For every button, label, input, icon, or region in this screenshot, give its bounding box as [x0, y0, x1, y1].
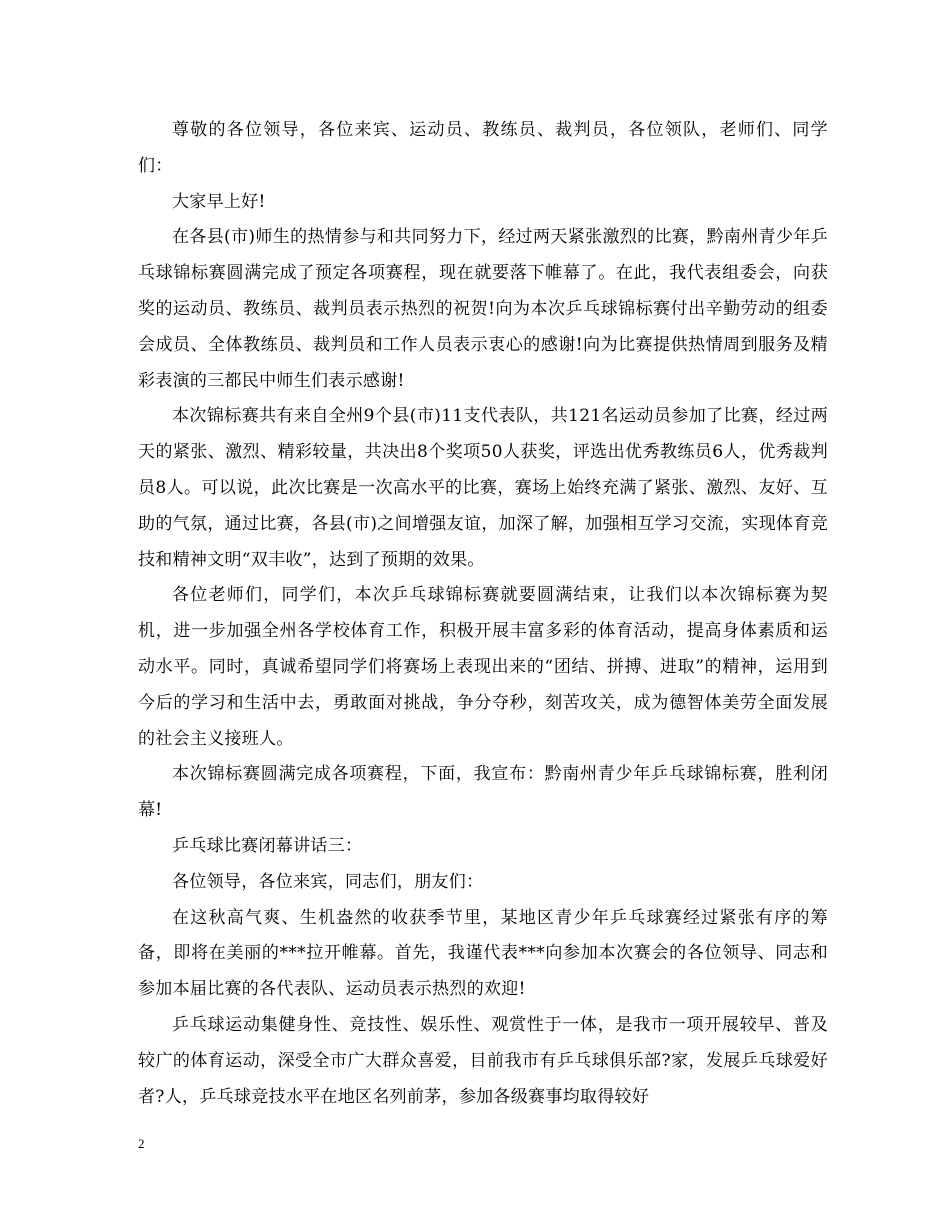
paragraph-closing-announcement: 本次锦标赛圆满完成各项赛程，下面，我宣布：黔南州青少年乒乓球锦标赛，胜利闭幕! [138, 764, 828, 821]
paragraph-summary: 本次锦标赛共有来自全州9个县(市)11支代表队，共121名运动员参加了比赛，经过两天的紧张、激烈、精彩较量，共决出8个奖项50人获奖，评选出优秀教练员6人，优秀裁判员8人。可以说，此次比赛是一次高水平的比赛，赛场上始终充满了紧张、激烈、友好、互助的气氛，通过比赛，各县(市)之间增强友谊，加深了解，加强相互学习交流，实现体育竞技和精神文明“双丰收”，达到了预期的效果。 [138, 406, 828, 570]
section-heading: 乒乓球比赛闭幕讲话三： [172, 835, 363, 856]
paragraph-introduction: 乒乓球运动集健身性、竞技性、娱乐性、观赏性于一体，是我市一项开展较早、普及较广的体育运动，深受全市广大群众喜爱，目前我市有乒乓球俱乐部?家，发展乒乓球爱好者?人，乒乓球竞技水平在地区名列前茅，参加各级赛事均取得较好 [138, 1014, 828, 1107]
document-body [138, 113, 828, 1115]
paragraph-greeting: 大家早上好! [172, 191, 266, 212]
paragraph-salutation-2: 各位领导，各位来宾，同志们，朋友们： [172, 871, 484, 892]
paragraph-welcome: 在这秋高气爽、生机盎然的收获季节里，某地区青少年乒乓球赛经过紧张有序的筹备，即将在美丽的***拉开帷幕。首先，我谨代表***向参加本次赛会的各位领导、同志和参加本届比赛的各代表队、运动员表示热烈的欢迎! [138, 907, 828, 1000]
paragraph-thanks: 在各县(市)师生的热情参与和共同努力下，经过两天紧张激烈的比赛，黔南州青少年乒乓球锦标赛圆满完成了预定各项赛程，现在就要落下帷幕了。在此，我代表组委会，向获奖的运动员、教练员、裁判员表示热烈的祝贺!向为本次乒乓球锦标赛付出辛勤劳动的组委会成员、全体教练员、裁判员和工作人员表示衷心的感谢!向为比赛提供热情周到服务及精彩表演的三都民中师生们表示感谢! [138, 227, 828, 391]
paragraph-salutation: 尊敬的各位领导，各位来宾、运动员、教练员、裁判员，各位领队，老师们、同学们： [138, 120, 828, 176]
paragraph-encouragement: 各位老师们，同学们，本次乒乓球锦标赛就要圆满结束，让我们以本次锦标赛为契机，进一步加强全州各学校体育工作，积极开展丰富多彩的体育活动，提高身体素质和运动水平。同时，真诚希望同学们将赛场上表现出来的“团结、拼搏、进取”的精神，运用到今后的学习和生活中去，勇敢面对挑战，争分夺秒，刻苦攻关，成为德智体美劳全面发展的社会主义接班人。 [138, 585, 828, 749]
page-number: 2 [138, 1136, 145, 1151]
